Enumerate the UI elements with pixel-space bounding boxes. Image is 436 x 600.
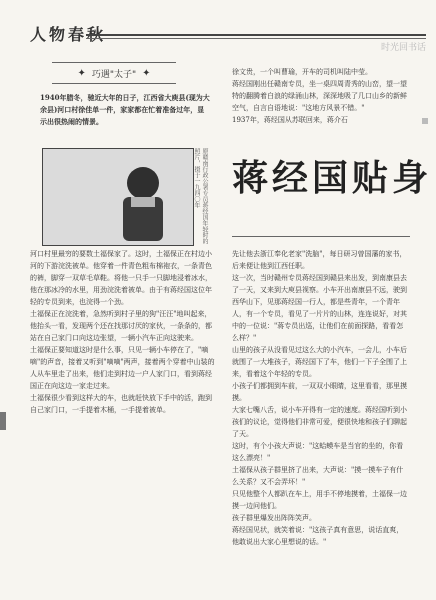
paragraph: 土福保很少看到这样大的车，也就赶快放下手中的活，跑到自己家门口，一手提着木桶，一手提着被单。 [30, 394, 212, 414]
portrait-photo [42, 148, 194, 246]
paragraph: 土福保正在浣洗着，急然听到村子里的狗"汪汪"地叫起来，他抬头一看，发现两个还在找那讨厌的家伙，一条条的，都站在自己家门口向这边张望，一辆小汽车正向这驶来。 [30, 310, 212, 342]
paragraph: 土福保正要知道这时是什么事，只见一辆小车停在了，"嘀嘀"的声音，接着又听到"嘀嘀"两声，接着两个穿着中山装的人从车里走了出来，他们走到村边一户人家门口，看到蒋经国正在向这边一家走过来。 [30, 346, 215, 390]
photo-caption: 原赣南行政公署专员蒋经国年轻时的照片，摄于一九四〇年 [193, 148, 208, 244]
right-top-column [232, 66, 408, 126]
subtitle-box [52, 62, 176, 84]
star-icon: ✦ [142, 67, 151, 79]
paragraph: 蒋经国见状，就笑着说："这孩子真有意思，说话直爽，他敢说出大家心里想说的话。" [232, 526, 404, 546]
corner-mark [422, 118, 428, 124]
article-title: 蒋经国贴身 [232, 158, 433, 199]
lead-paragraph: 1940年腊冬，驰近大年的日子，江西省大庾县(现为大余县)河口村徐佳单一件，家家都在忙着准备过年，显示出很热闹的情景。 [40, 93, 210, 126]
paragraph: 蒋经国刚出任赣南专员，坐一桌四周青秀的山峦，望一望特的翻腾着白浪的绿涌山林，深深地吸了几口山乡的新鲜空气，自言自语地说："这地方风景不错。" [232, 80, 407, 112]
paragraph: 孩子群里爆发出阵阵笑声。 [232, 514, 316, 522]
paragraph: 只见他整个人都趴在车上，用手不停地摸着，土福保一边摸一边问他们。 [232, 490, 407, 510]
title-rule [232, 236, 410, 237]
left-body-column [30, 248, 218, 416]
paragraph: 这时，有个小孩大声说："这蛤蟆车是当官的坐的，你看这么漂亮！" [232, 442, 404, 462]
watermark: 时光回书话 [380, 43, 426, 53]
star-icon: ✦ [77, 67, 86, 79]
paragraph: 1937年，蒋经国从苏联回来，蒋介石 [232, 116, 348, 124]
section-title: 人物春秋 [30, 25, 107, 44]
paragraph: 徐文贵，一个叫曹瑜，开车的司机叫陆中莹。 [232, 68, 372, 76]
paragraph: 河口村里最穷的要数土福保家了。这时，土福保正在村边小河的下游浣洗被单。他穿着一件青色粗布棉袍衣，一条青色的裤，脚穿一双草毛草鞋。将他一只手一只脚地浸着冰水，他在那冰冷的水里，用劲浣洗着被单。由于有蒋经国这位年轻的专员到来，也浣得一个劲。 [30, 250, 212, 306]
portrait-image [43, 149, 193, 245]
paragraph: 先让他去浙江奉化老家"洗脑"，每日研习曾国藩的家书，后来便让他到江西任职。 [232, 250, 407, 270]
paragraph: 小孩子们都拥到车前，一双双小眼睛，这里看看，那里摸摸。 [232, 382, 407, 402]
photo-frame [43, 149, 193, 245]
right-body-column [232, 248, 410, 548]
header-rule-secondary [86, 38, 426, 39]
header-rule [86, 34, 426, 36]
edge-mark [0, 412, 6, 430]
paragraph: 这一次，当时赣州专员蒋经国到赣县来出发，到南康县去了一天，又来到大庾县视察。小车开出南康县不远，驶到西华山下，见那蒋经国一行人，都是些青年，一个青年人，有一个专员，看见了一片片的山林，连连说好，对其中的一位说："蒋专员出巡，让他们在前面探路，看看怎么样？" [232, 274, 407, 342]
subtitle: 巧遇"太子" [91, 69, 137, 80]
paragraph: 山里的孩子从没看见过这么大的小汽车，一会儿，小车后就围了一大堆孩子，蒋经国下了车，他们一下子全围了上来，看着这个年轻的专员。 [232, 346, 407, 378]
paragraph: 土福保从孩子群里挤了出来，大声说："摸一摸车子有什么关系？又不会弄坏！" [232, 466, 404, 486]
paragraph: 大家七嘴八舌，说小车开得有一定的速度。蒋经国听到小孩们的议论，觉得他们非常可爱，便很快地和孩子们聊起了天。 [232, 406, 407, 438]
